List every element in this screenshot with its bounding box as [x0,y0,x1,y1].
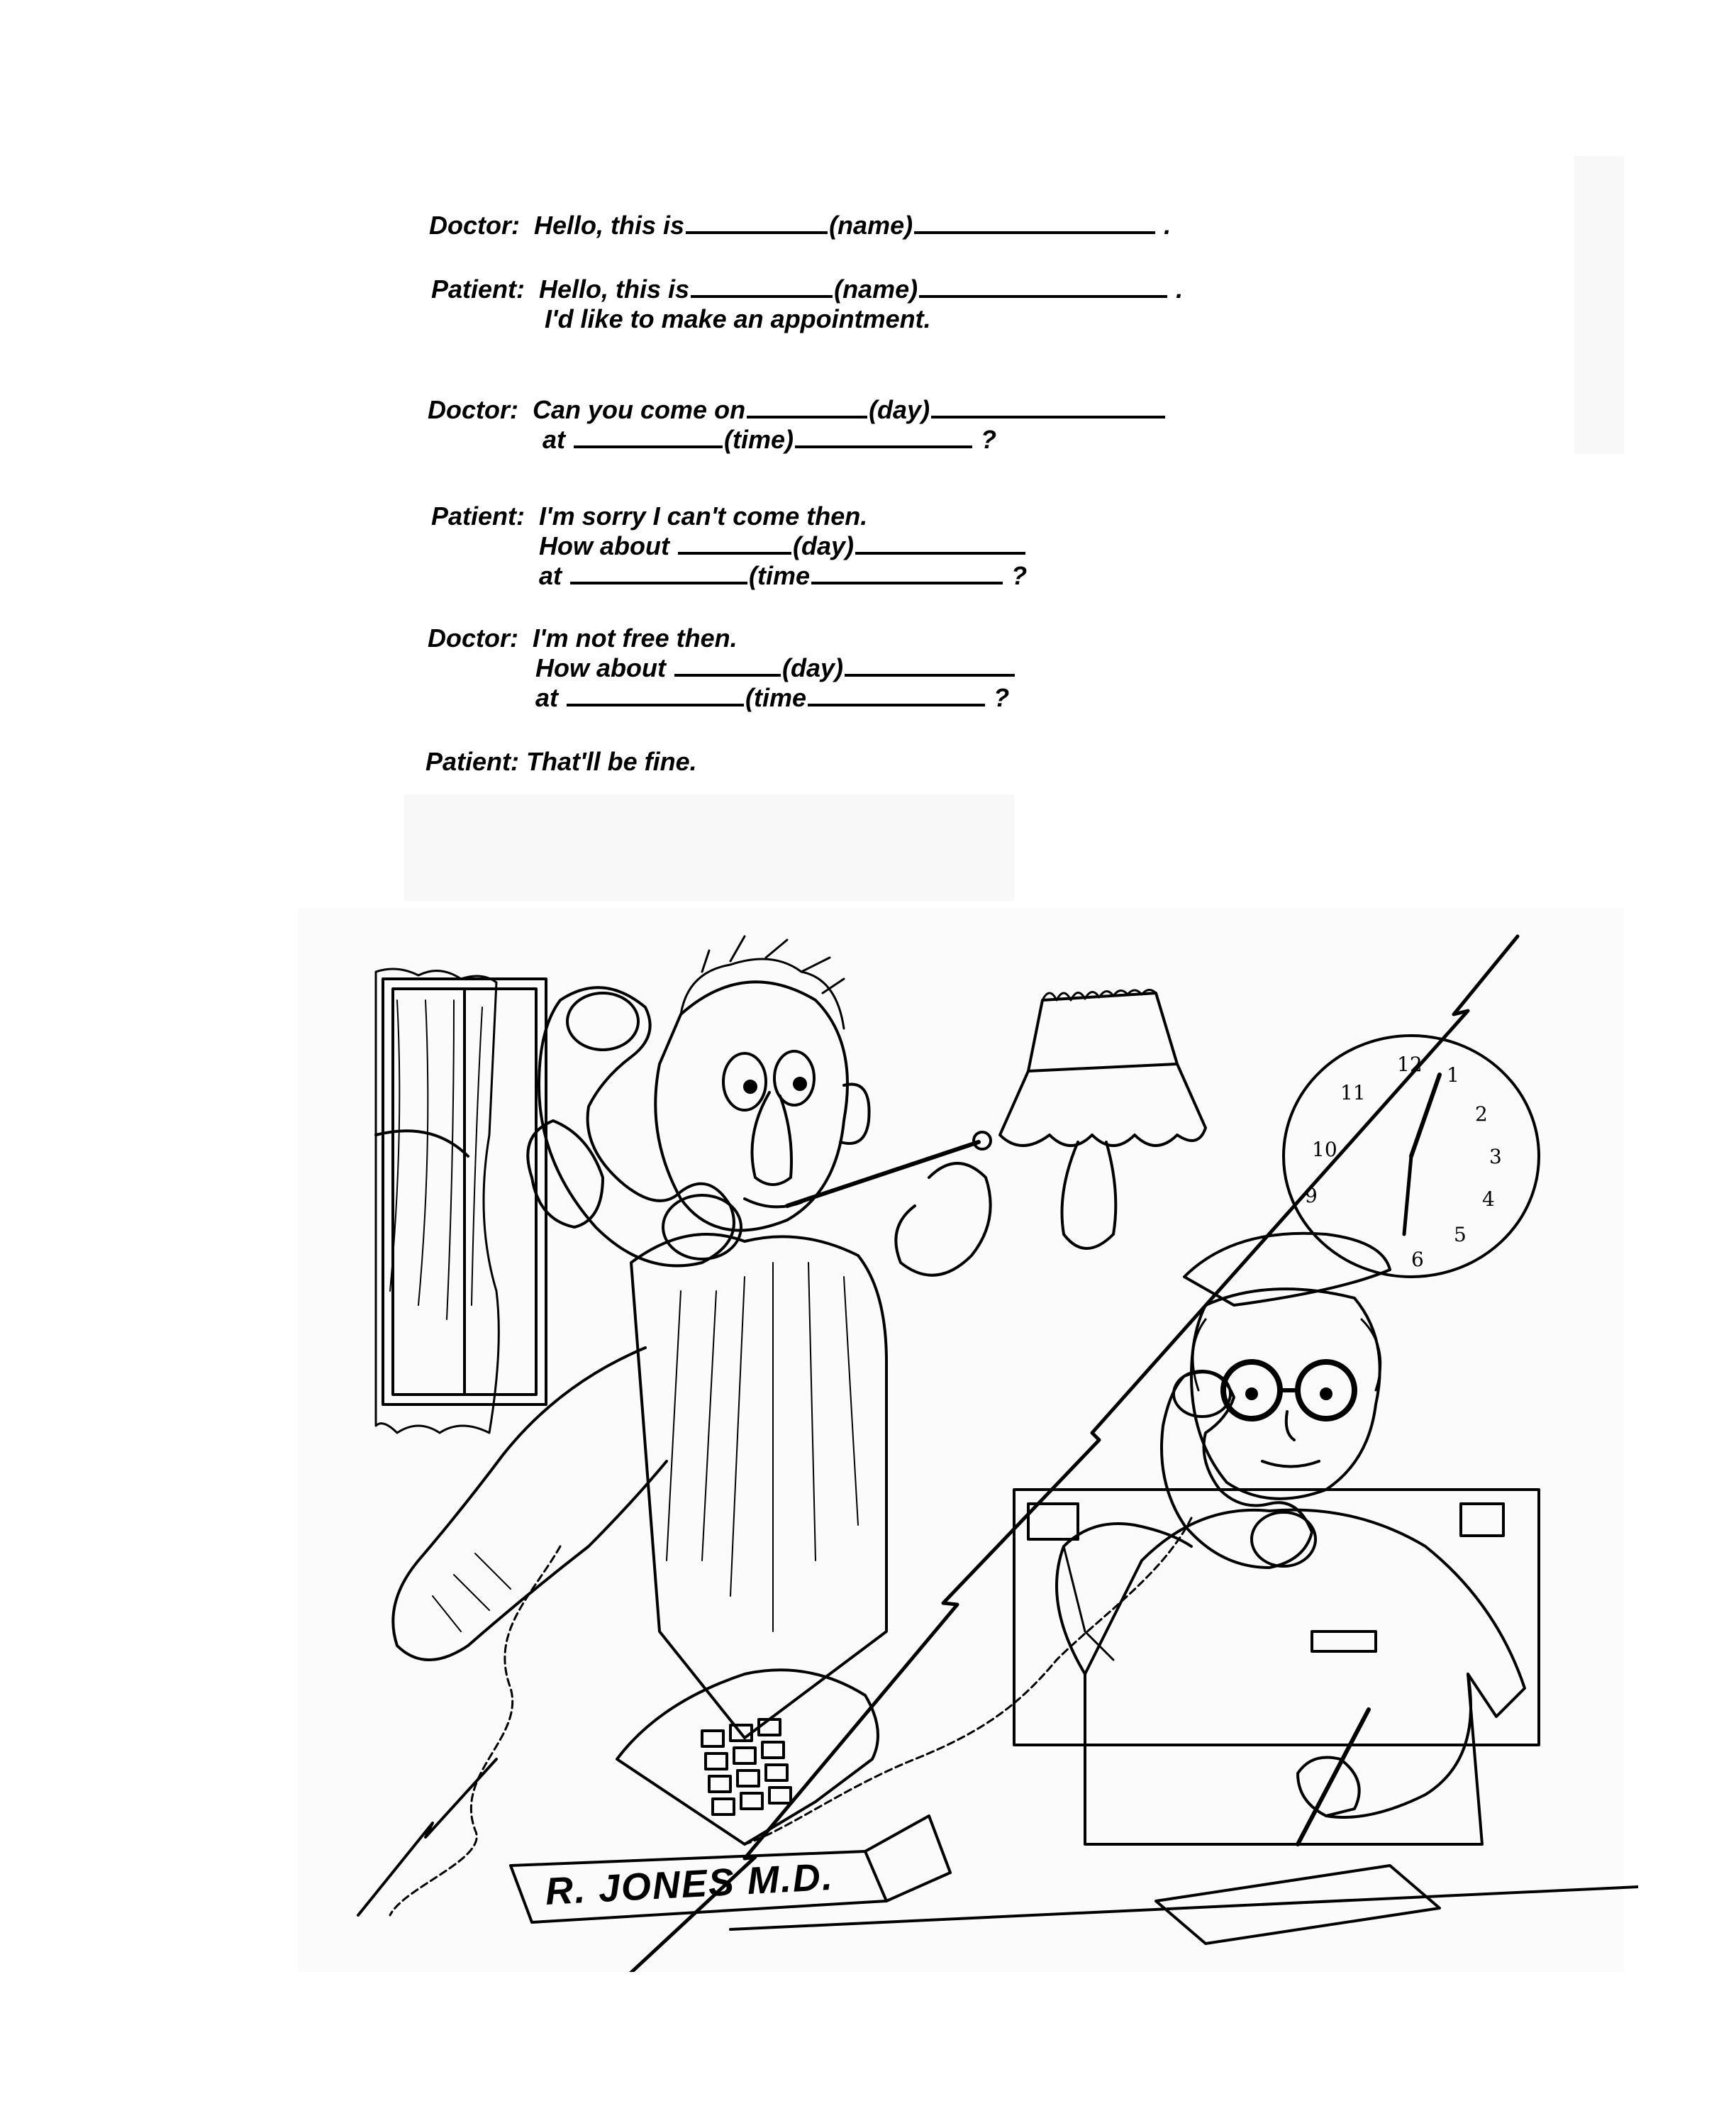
day-hint: (day) [869,395,930,424]
svg-text:3: 3 [1489,1145,1502,1168]
day-blank-2 [931,411,1165,419]
day-blank [747,411,867,419]
man-body [631,1234,886,1738]
how-about-text: How about [535,653,666,682]
svg-text:12: 12 [1397,1053,1423,1076]
question-mark: ? [981,425,997,454]
nameplate [511,1816,950,1922]
day-hint: (day) [782,653,844,682]
time-hint: (time) [724,425,794,454]
window [383,979,546,1404]
svg-text:11: 11 [1340,1081,1366,1104]
time-hint: (time [749,561,811,590]
dialogue-section [0,0,1736,851]
prompt-text: That'll be fine. [526,747,697,776]
dialogue-line-patient-1b: I'd like to make an appointment. [545,304,931,333]
dialogue-line-doctor-1 [429,210,1171,241]
prompt-text: Hello, this is [539,275,690,304]
receptionist-head [1184,1234,1390,1499]
thermometer [787,1142,979,1206]
svg-text:1: 1 [1447,1063,1459,1087]
dialogue-line-doctor-2 [428,394,1167,426]
receptionist-phone-cord [745,1518,1191,1844]
speaker-label: Doctor: [429,211,520,240]
day-blank-2 [845,670,1015,677]
svg-text:10: 10 [1312,1138,1337,1161]
lightning-divider [624,936,1518,1972]
svg-text:4: 4 [1482,1187,1495,1211]
at-text: at [535,683,559,712]
question-mark: ? [1011,561,1028,590]
phone-handset-receptionist [1162,1371,1315,1568]
name-blank [691,291,833,298]
name-blank [686,227,828,234]
notepad [1156,1866,1440,1944]
dialogue-line-patient-2 [431,501,867,532]
wall-clock [1284,1036,1539,1277]
day-blank [674,670,781,677]
lamp [1000,990,1206,1248]
dialogue-line-doctor-3b [535,653,1016,684]
desk-edge [730,1887,1638,1929]
at-text: at [539,561,562,590]
phone-cord [390,1546,560,1915]
dialogue-line-patient-3 [425,746,697,777]
time-blank-2 [811,577,1003,584]
day-blank-2 [855,548,1025,555]
speaker-label: Doctor: [428,624,518,653]
at-text: at [542,425,566,454]
time-blank [570,577,747,584]
period: . [1176,275,1184,304]
prompt-text: I'm not free then. [533,624,738,653]
prompt-text: Can you come on [533,395,746,424]
name-blank-2 [914,227,1155,234]
phone-call-illustration [347,922,1638,1972]
dialogue-line-patient-1 [431,274,1183,305]
speaker-label: Patient: [425,747,520,776]
speaker-label: Doctor: [428,395,518,424]
time-hint: (time [745,683,807,712]
telephone-base [617,1670,878,1844]
man-hand-right [896,1163,990,1275]
prompt-text: Hello, this is [534,211,685,240]
speaker-label: Patient: [431,275,525,304]
speaker-label: Patient: [431,501,525,531]
nameplate-text: R. JONES M.D. [544,1855,835,1913]
day-hint: (day) [793,531,855,560]
man-hand-left [528,1121,603,1227]
dialogue-line-patient-2b [539,531,1027,562]
svg-text:2: 2 [1475,1102,1488,1126]
time-blank-2 [808,699,985,706]
name-hint: (name) [834,275,918,304]
time-blank [574,441,723,448]
dialogue-line-doctor-3c [535,682,1009,714]
svg-text:6: 6 [1411,1248,1424,1271]
dialogue-line-doctor-3 [428,623,738,654]
day-blank [678,548,791,555]
svg-text:9: 9 [1305,1184,1318,1207]
pen [1298,1709,1369,1844]
dialogue-line-patient-2c [539,560,1027,592]
name-blank-2 [919,291,1167,298]
time-blank [567,699,744,706]
dialogue-line-doctor-2b [542,424,996,455]
how-about-text: How about [539,531,669,560]
name-badge [1312,1631,1376,1651]
name-hint: (name) [829,211,913,240]
period: . [1164,211,1172,240]
prompt-text: I'm sorry I can't come then. [539,501,868,531]
time-blank-2 [795,441,972,448]
svg-text:5: 5 [1454,1223,1467,1246]
question-mark: ? [994,683,1010,712]
